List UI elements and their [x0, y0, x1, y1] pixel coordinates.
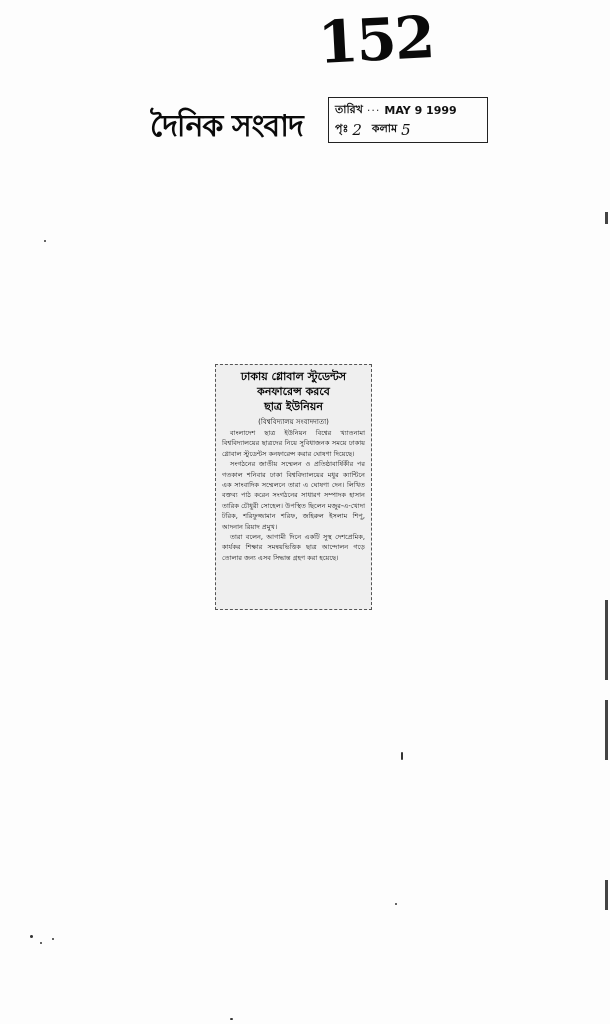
scan-speck — [44, 240, 46, 242]
handwritten-file-number: 152 — [316, 3, 435, 77]
clipping-byline: (বিশ্ববিদ্যালয় সংবাদদাতা) — [258, 418, 329, 426]
stamp-date-value: MAY 9 1999 — [384, 104, 457, 117]
newspaper-clipping — [215, 364, 372, 610]
clipping-headline — [222, 369, 365, 414]
stamp-date-row — [335, 101, 481, 120]
scan-edge-mark — [605, 880, 608, 910]
stamp-dots: ··· — [366, 104, 381, 117]
headline-line-1: ঢাকায় গ্লোবাল স্টুডেন্টস — [240, 370, 347, 383]
clipping-paragraph: সংগঠনের জাতীয় সম্মেলন ও প্রতিষ্ঠাবার্ষিকীর পর গতকাল শনিবার ঢাকা বিশ্ববিদ্যালয়ের মধুর ক্যান্টিনে এক সাংবাদিক সম্মেলনে তারা এ ঘোষণা দেন। লিখিত বক্তব্য পাঠ করেন সংগঠনের সাধারণ সম্পাদক হাসান তারিক চৌধুরী সোহেল। উপস্থিত ছিলেন মজুর-এ-খোদা টরিক, শরিফুজ্জামান শরিফ, জহিরুল ইসলাম শিপু, আদনান রিয়াদ প্রমুখ। — [222, 460, 365, 531]
scan-speck — [401, 752, 403, 760]
stamp-date-label: তারিখ — [335, 103, 363, 116]
clipping-paragraph: তারা বলেন, আগামী দিনে একটি সুস্থ দেশপ্রেমিক, কার্যকর শিক্ষার সমন্বয়ভিত্তিক ছাত্র আন্দোলন গড়ে তোলার জন্য এসব সিদ্ধান্ত গ্রহণ করা হয়েছে। — [222, 533, 365, 562]
stamp-column-value: 5 — [401, 120, 411, 139]
scan-speck — [230, 1018, 233, 1020]
headline-line-2: কনফারেন্স করবে — [257, 385, 330, 398]
scan-speck — [395, 903, 397, 905]
headline-line-3: ছাত্র ইউনিয়ন — [264, 400, 323, 413]
scan-edge-mark — [605, 212, 608, 224]
scan-speck — [30, 935, 33, 938]
scan-edge-mark — [605, 600, 608, 680]
scan-speck — [52, 938, 54, 940]
stamp-page-row — [335, 120, 481, 139]
stamp-page-value: 2 — [352, 120, 362, 139]
clipping-paragraph: বাংলাদেশ ছাত্র ইউনিয়ন বিশ্বের খ্যাতনামা বিশ্ববিদ্যালয়ের ছাত্রদের নিয়ে সুবিধাজনক সময়ে ঢাকায় গ্লোবাল স্টুডেন্টস কনফারেন্স করার ঘোষণা দিয়েছে। — [222, 429, 365, 458]
stamp-column-label: কলাম — [371, 122, 398, 135]
scan-edge-mark — [605, 700, 608, 760]
date-page-stamp — [328, 97, 488, 143]
stamp-page-label: পৃঃ — [335, 122, 349, 135]
scan-speck — [40, 942, 42, 944]
newspaper-masthead: দৈনিক সংবাদ — [150, 109, 303, 144]
clipping-body — [222, 428, 365, 563]
